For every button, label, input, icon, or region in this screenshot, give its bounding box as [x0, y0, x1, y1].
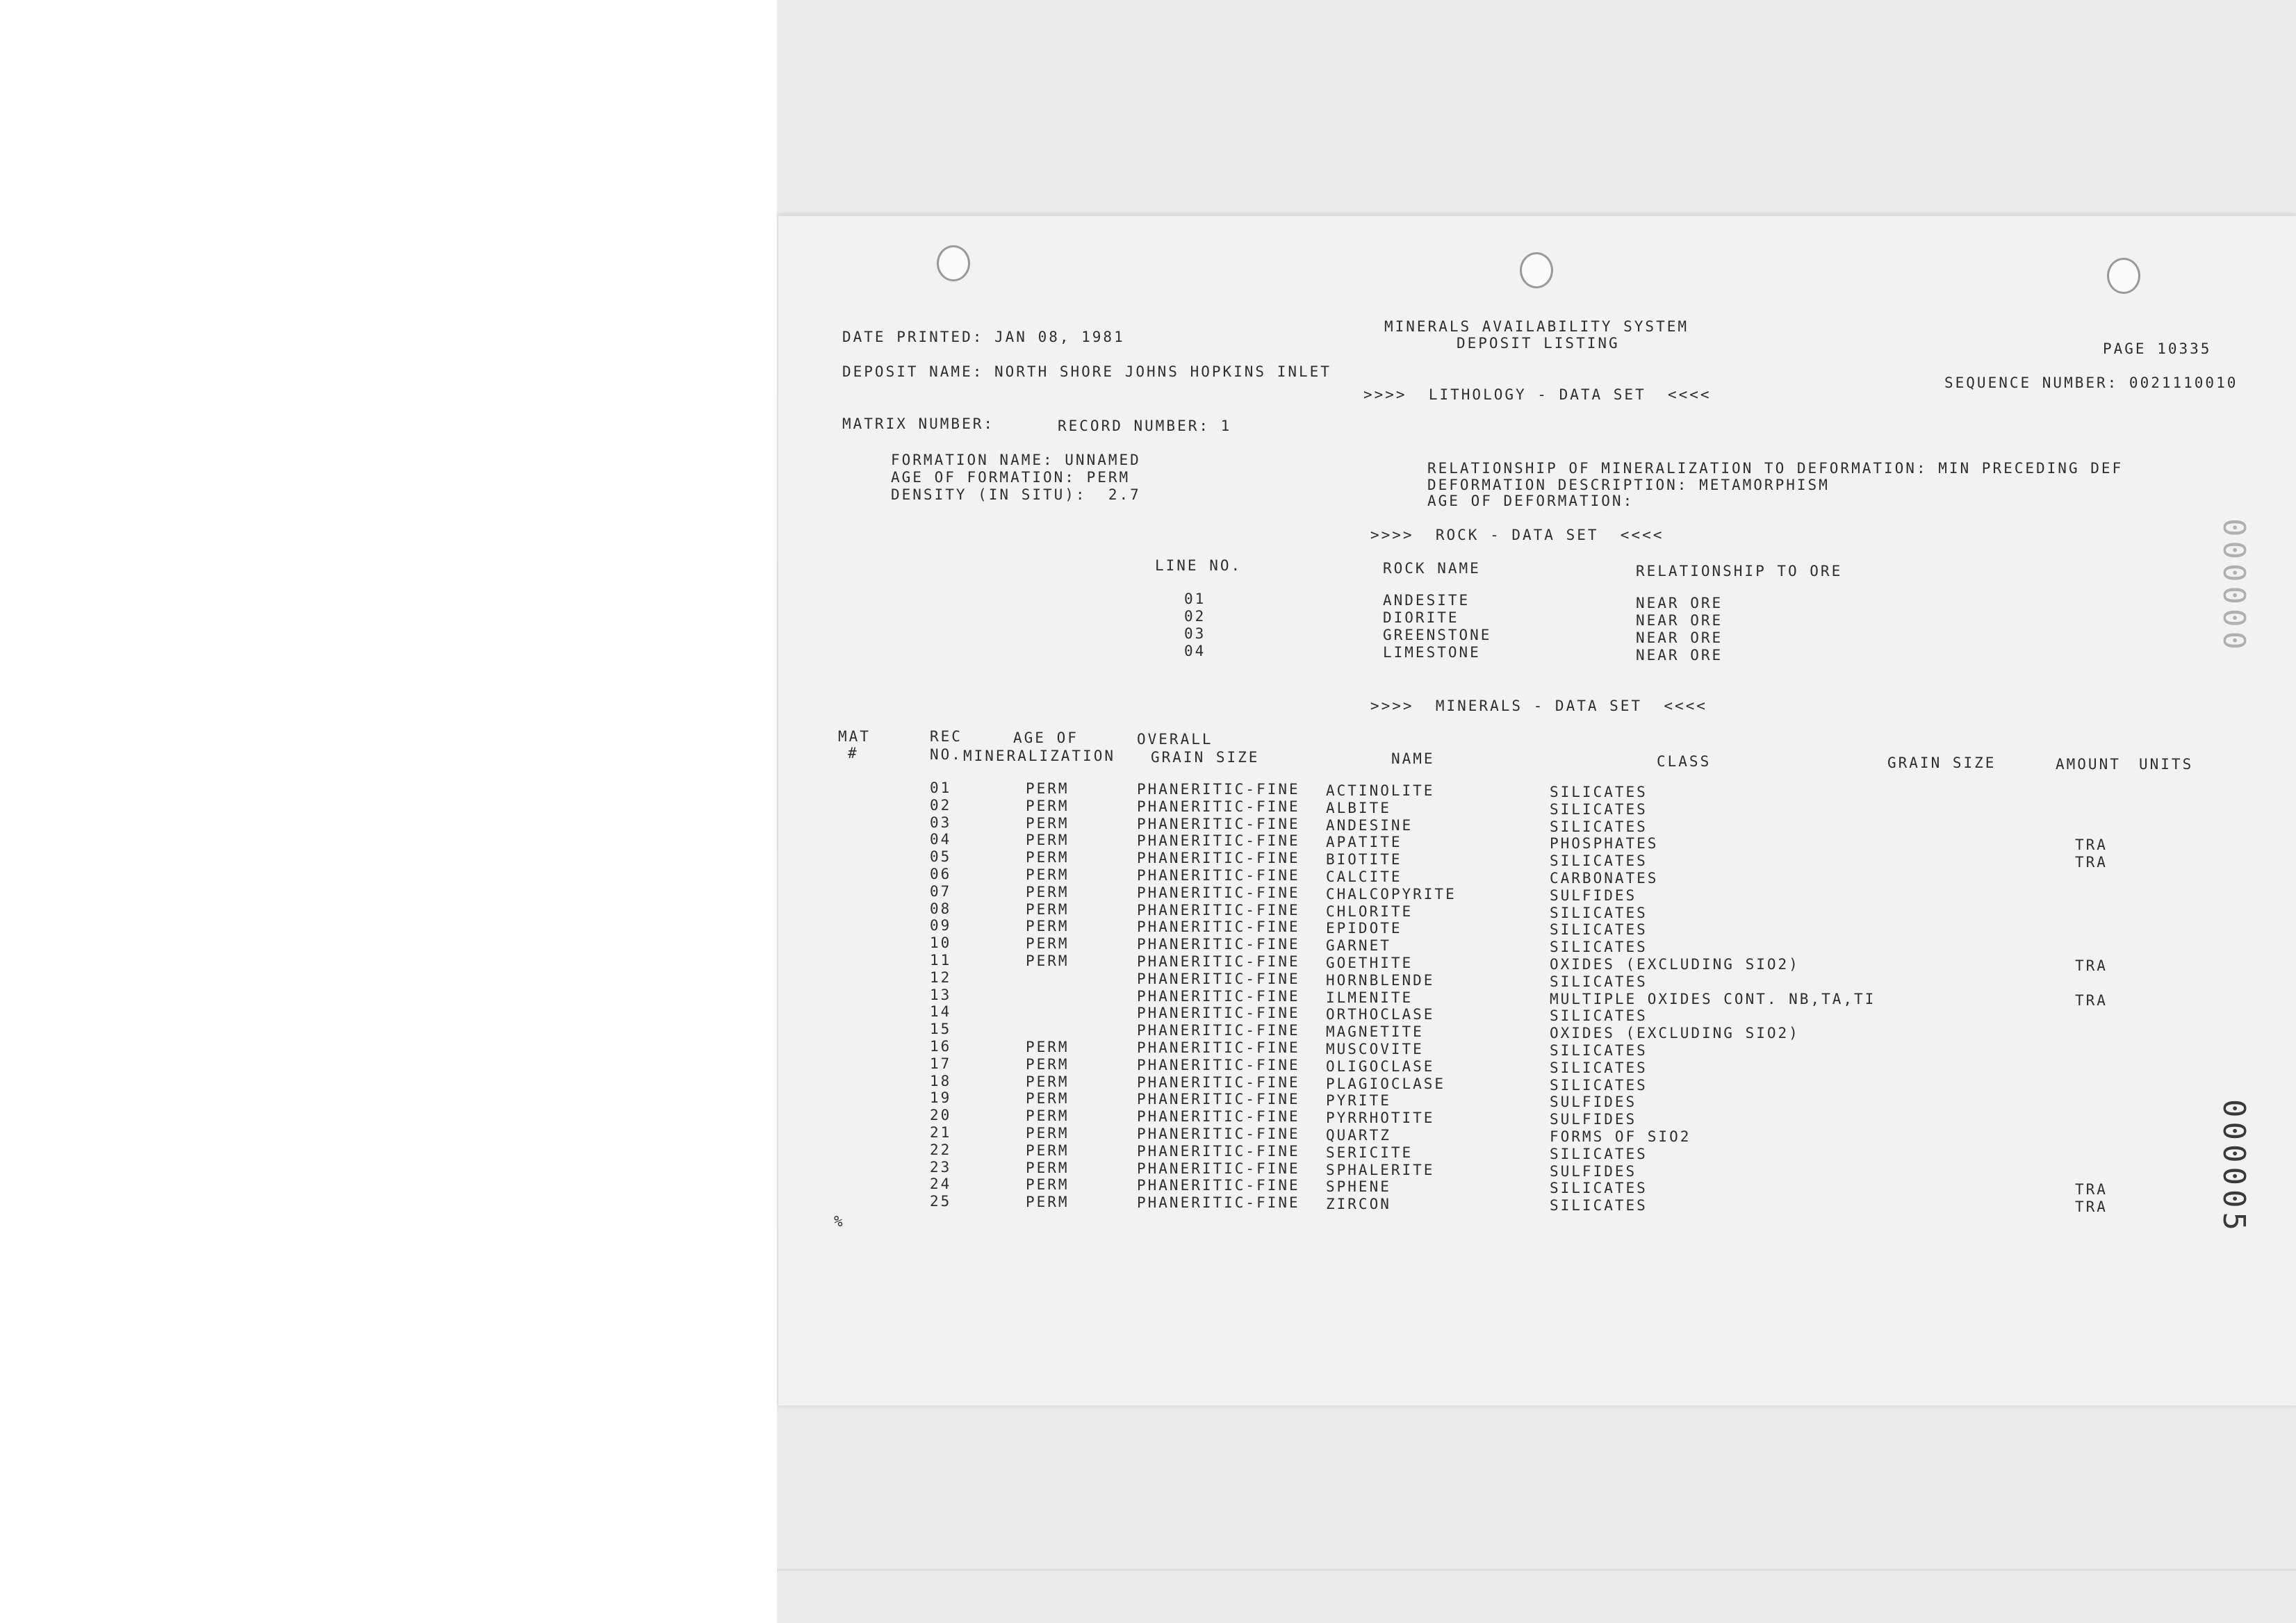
mineral-row-class: PHOSPHATES [1550, 835, 1659, 852]
mineral-row-rec: 10 [930, 934, 952, 952]
scan-edge [777, 1569, 2296, 1571]
mineral-row-amount: TRA [2075, 991, 2108, 1009]
mineral-row-rec: 21 [930, 1124, 952, 1141]
rock-row-relationship: NEAR ORE [1636, 612, 1723, 629]
mineral-row-name: CHALCOPYRITE [1326, 885, 1457, 903]
mineral-row-age: PERM [1026, 1194, 1069, 1211]
mineral-row-name: ALBITE [1326, 799, 1391, 816]
rock-header-rock-name: ROCK NAME [1383, 560, 1481, 577]
deformation-age: AGE OF DEFORMATION: [1427, 493, 1634, 509]
col-header-amount: AMOUNT [2056, 756, 2121, 773]
mineral-row-rec: 02 [930, 796, 952, 814]
mineral-row-rec: 17 [930, 1055, 952, 1072]
mineral-row-grain-size: PHANERITIC-FINE [1137, 936, 1300, 953]
mineral-row-grain-size: PHANERITIC-FINE [1137, 1022, 1300, 1039]
mineral-row-class: SILICATES [1550, 1059, 1648, 1076]
rock-row-line-no: 02 [1184, 608, 1206, 625]
mineral-row-rec: 25 [930, 1193, 952, 1210]
mineral-row-class: OXIDES (EXCLUDING SIO2) [1550, 1025, 1800, 1042]
date-printed: DATE PRINTED: JAN 08, 1981 [842, 329, 1125, 345]
mineral-row-grain-size: PHANERITIC-FINE [1137, 953, 1300, 970]
formation-density: DENSITY (IN SITU): 2.7 [891, 486, 1141, 503]
mineral-row-name: QUARTZ [1326, 1127, 1391, 1144]
mineral-row-class: SILICATES [1550, 1042, 1648, 1059]
mineral-row-age: PERM [1026, 832, 1069, 849]
mineral-row-grain-size: PHANERITIC-FINE [1137, 781, 1300, 798]
lithology-banner: >>>> LITHOLOGY - DATA SET <<<< [1363, 386, 1712, 403]
mineral-row-name: BIOTITE [1326, 851, 1402, 868]
mineral-row-grain-size: PHANERITIC-FINE [1137, 970, 1300, 987]
mineral-row-class: FORMS OF SIO2 [1550, 1128, 1691, 1145]
mineral-row-rec: 07 [930, 882, 952, 900]
deposit-name: DEPOSIT NAME: NORTH SHORE JOHNS HOPKINS INLET [842, 363, 1331, 380]
mineral-row-age: PERM [1026, 780, 1069, 797]
mineral-row-grain-size: PHANERITIC-FINE [1137, 1039, 1300, 1056]
rock-banner: >>>> ROCK - DATA SET <<<< [1370, 527, 1664, 543]
mineral-row-name: CHLORITE [1326, 903, 1413, 920]
mineral-row-age: PERM [1026, 953, 1069, 969]
rock-header-relationship: RELATIONSHIP TO ORE [1636, 563, 1843, 579]
mineral-row-class: SILICATES [1550, 1145, 1648, 1162]
col-header-rec-no: NO. [930, 746, 962, 763]
mineral-row-grain-size: PHANERITIC-FINE [1137, 1142, 1300, 1160]
mineral-row-class: SILICATES [1550, 1007, 1648, 1025]
rock-row-line-no: 03 [1184, 625, 1206, 642]
mineral-row-rec: 23 [930, 1158, 952, 1176]
mineral-row-grain-size: PHANERITIC-FINE [1137, 1194, 1300, 1212]
page-number: PAGE 10335 [2103, 340, 2212, 357]
mineral-row-age: PERM [1026, 866, 1069, 883]
mineral-row-grain-size: PHANERITIC-FINE [1137, 798, 1300, 815]
mineral-row-class: SULFIDES [1550, 1111, 1637, 1128]
mineral-row-class: SILICATES [1550, 1180, 1648, 1197]
mineral-row-grain-size: PHANERITIC-FINE [1137, 815, 1300, 832]
mineral-row-age: PERM [1026, 1125, 1069, 1142]
rock-row-name: GREENSTONE [1383, 627, 1492, 643]
side-stamp-lower: 000005 [2216, 1099, 2252, 1235]
col-header-grain-size: GRAIN SIZE [1151, 749, 1260, 766]
mineral-row-class: SILICATES [1550, 852, 1648, 870]
mineral-row-name: PLAGIOCLASE [1326, 1075, 1446, 1092]
mineral-row-class: SULFIDES [1550, 887, 1637, 904]
mineral-row-grain-size: PHANERITIC-FINE [1137, 1108, 1300, 1126]
mineral-row-grain-size: PHANERITIC-FINE [1137, 1177, 1300, 1194]
formation-name: FORMATION NAME: UNNAMED [891, 452, 1141, 468]
mineral-row-class: CARBONATES [1550, 870, 1659, 887]
mineral-row-age: PERM [1026, 1055, 1069, 1073]
mineral-row-rec: 13 [930, 986, 952, 1003]
mineral-row-grain-size: PHANERITIC-FINE [1137, 1073, 1300, 1091]
mineral-row-rec: 01 [930, 780, 952, 796]
mineral-row-rec: 15 [930, 1021, 952, 1038]
formation-age: AGE OF FORMATION: PERM [891, 469, 1131, 486]
mineral-row-age: PERM [1026, 1107, 1069, 1125]
col-header-units: UNITS [2139, 756, 2194, 773]
mineral-row-rec: 19 [930, 1089, 952, 1107]
mineral-row-name: ZIRCON [1326, 1196, 1391, 1213]
mineral-row-rec: 18 [930, 1072, 952, 1089]
mineral-row-name: ANDESINE [1326, 816, 1413, 834]
mineral-row-age: PERM [1026, 918, 1069, 935]
punch-hole [937, 245, 970, 281]
mineral-row-amount: TRA [2075, 854, 2108, 871]
col-header-mat-hash: # [848, 745, 859, 761]
col-header-age-of: AGE OF [1013, 730, 1079, 746]
mineral-row-class: SILICATES [1550, 939, 1648, 956]
mineral-row-name: APATITE [1326, 834, 1402, 851]
mineral-row-name: SERICITE [1326, 1144, 1413, 1161]
mineral-row-grain-size: PHANERITIC-FINE [1137, 884, 1300, 901]
deformation-relationship: RELATIONSHIP OF MINERALIZATION TO DEFORMATION: MIN PRECEDING DEF [1427, 460, 2124, 477]
punch-hole [1520, 252, 1553, 288]
mineral-row-name: ACTINOLITE [1326, 782, 1435, 799]
mineral-row-rec: 12 [930, 969, 952, 986]
mineral-row-age: PERM [1026, 883, 1069, 900]
mineral-row-name: PYRITE [1326, 1092, 1391, 1110]
col-header-mineralization: MINERALIZATION [963, 748, 1116, 764]
mineral-row-class: SULFIDES [1550, 1162, 1637, 1180]
rock-row-name: ANDESITE [1383, 592, 1470, 609]
punch-hole [2107, 258, 2140, 294]
mineral-row-age: PERM [1026, 797, 1069, 814]
mineral-row-rec: 08 [930, 900, 952, 917]
mineral-row-amount: TRA [2075, 957, 2108, 974]
mineral-row-class: SILICATES [1550, 904, 1648, 921]
mineral-row-name: PYRRHOTITE [1326, 1110, 1435, 1127]
mineral-row-rec: 11 [930, 952, 952, 969]
mineral-row-rec: 22 [930, 1141, 952, 1158]
mineral-row-class: OXIDES (EXCLUDING SIO2) [1550, 956, 1800, 973]
mineral-row-rec: 04 [930, 831, 952, 848]
mineral-row-age: PERM [1026, 1142, 1069, 1159]
col-header-overall: OVERALL [1137, 731, 1213, 748]
col-header-class: CLASS [1657, 753, 1712, 770]
mineral-row-grain-size: PHANERITIC-FINE [1137, 1160, 1300, 1177]
mineral-row-grain-size: PHANERITIC-FINE [1137, 918, 1300, 936]
footer-mark: % [834, 1213, 845, 1230]
mineral-row-rec: 24 [930, 1176, 952, 1193]
mineral-row-grain-size: PHANERITIC-FINE [1137, 850, 1300, 867]
rock-row-name: DIORITE [1383, 609, 1459, 626]
mineral-row-rec: 16 [930, 1038, 952, 1055]
system-subtitle: DEPOSIT LISTING [1457, 335, 1620, 352]
matrix-number: MATRIX NUMBER: [842, 415, 995, 432]
rock-row-relationship: NEAR ORE [1636, 647, 1723, 664]
mineral-row-age: PERM [1026, 900, 1069, 918]
mineral-row-class: SILICATES [1550, 818, 1648, 835]
mineral-row-name: OLIGOCLASE [1326, 1057, 1435, 1075]
mineral-row-age: PERM [1026, 1090, 1069, 1107]
mineral-row-class: SILICATES [1550, 1076, 1648, 1094]
mineral-row-age: PERM [1026, 1039, 1069, 1055]
col-header-mat: MAT [838, 728, 871, 745]
mineral-row-age: PERM [1026, 935, 1069, 953]
col-header-name: NAME [1391, 750, 1435, 767]
mineral-row-name: SPHALERITE [1326, 1161, 1435, 1178]
mineral-row-class: SILICATES [1550, 800, 1648, 818]
mineral-row-grain-size: PHANERITIC-FINE [1137, 1126, 1300, 1142]
mineral-row-name: HORNBLENDE [1326, 971, 1435, 989]
mineral-row-age: PERM [1026, 1073, 1069, 1090]
record-number: RECORD NUMBER: 1 [1058, 418, 1232, 434]
system-title: MINERALS AVAILABILITY SYSTEM [1384, 318, 1689, 335]
sequence-number: SEQUENCE NUMBER: 0021110010 [1944, 374, 2238, 391]
mineral-row-rec: 09 [930, 917, 952, 934]
mineral-row-age: PERM [1026, 1176, 1069, 1194]
rock-row-line-no: 04 [1184, 643, 1206, 659]
col-header-grain-size-2: GRAIN SIZE [1887, 755, 1996, 771]
mineral-row-class: MULTIPLE OXIDES CONT. NB,TA,TI [1550, 990, 1876, 1007]
mineral-row-age: PERM [1026, 1159, 1069, 1176]
mineral-row-class: SILICATES [1550, 973, 1648, 990]
mineral-row-class: SULFIDES [1550, 1094, 1637, 1111]
rock-row-relationship: NEAR ORE [1636, 595, 1723, 611]
mineral-row-rec: 05 [930, 848, 952, 866]
mineral-row-grain-size: PHANERITIC-FINE [1137, 987, 1300, 1005]
rock-row-name: LIMESTONE [1383, 644, 1481, 661]
mineral-row-rec: 03 [930, 814, 952, 831]
deformation-description: DEFORMATION DESCRIPTION: METAMORPHISM [1427, 477, 1830, 493]
rock-row-line-no: 01 [1184, 591, 1206, 607]
mineral-row-rec: 20 [930, 1107, 952, 1124]
mineral-row-name: CALCITE [1326, 868, 1402, 885]
rock-header-line-no: LINE NO. [1155, 557, 1243, 574]
mineral-row-grain-size: PHANERITIC-FINE [1137, 901, 1300, 918]
side-stamp-upper: 000000 [2216, 518, 2252, 654]
mineral-row-grain-size: PHANERITIC-FINE [1137, 867, 1300, 884]
rock-row-relationship: NEAR ORE [1636, 629, 1723, 646]
mineral-row-name: MAGNETITE [1326, 1023, 1424, 1041]
mineral-row-name: GARNET [1326, 937, 1391, 955]
mineral-row-amount: TRA [2075, 837, 2108, 854]
col-header-rec: REC [930, 728, 962, 745]
mineral-row-class: SILICATES [1550, 784, 1648, 800]
mineral-row-grain-size: PHANERITIC-FINE [1137, 1091, 1300, 1108]
mineral-row-amount: TRA [2075, 1198, 2108, 1216]
mineral-row-age: PERM [1026, 814, 1069, 832]
mineral-row-rec: 14 [930, 1003, 952, 1021]
mineral-row-class: SILICATES [1550, 1197, 1648, 1214]
mineral-row-rec: 06 [930, 866, 952, 882]
mineral-row-name: EPIDOTE [1326, 920, 1402, 937]
mineral-row-name: SPHENE [1326, 1178, 1391, 1196]
mineral-row-name: ILMENITE [1326, 989, 1413, 1006]
mineral-row-grain-size: PHANERITIC-FINE [1137, 1056, 1300, 1073]
mineral-row-age: PERM [1026, 849, 1069, 866]
minerals-banner: >>>> MINERALS - DATA SET <<<< [1370, 698, 1707, 714]
mineral-row-name: GOETHITE [1326, 955, 1413, 971]
mineral-row-amount: TRA [2075, 1181, 2108, 1198]
mineral-row-name: ORTHOCLASE [1326, 1006, 1435, 1023]
mineral-row-name: MUSCOVITE [1326, 1041, 1424, 1057]
mineral-row-grain-size: PHANERITIC-FINE [1137, 1005, 1300, 1022]
mineral-row-grain-size: PHANERITIC-FINE [1137, 832, 1300, 850]
mineral-row-class: SILICATES [1550, 921, 1648, 939]
